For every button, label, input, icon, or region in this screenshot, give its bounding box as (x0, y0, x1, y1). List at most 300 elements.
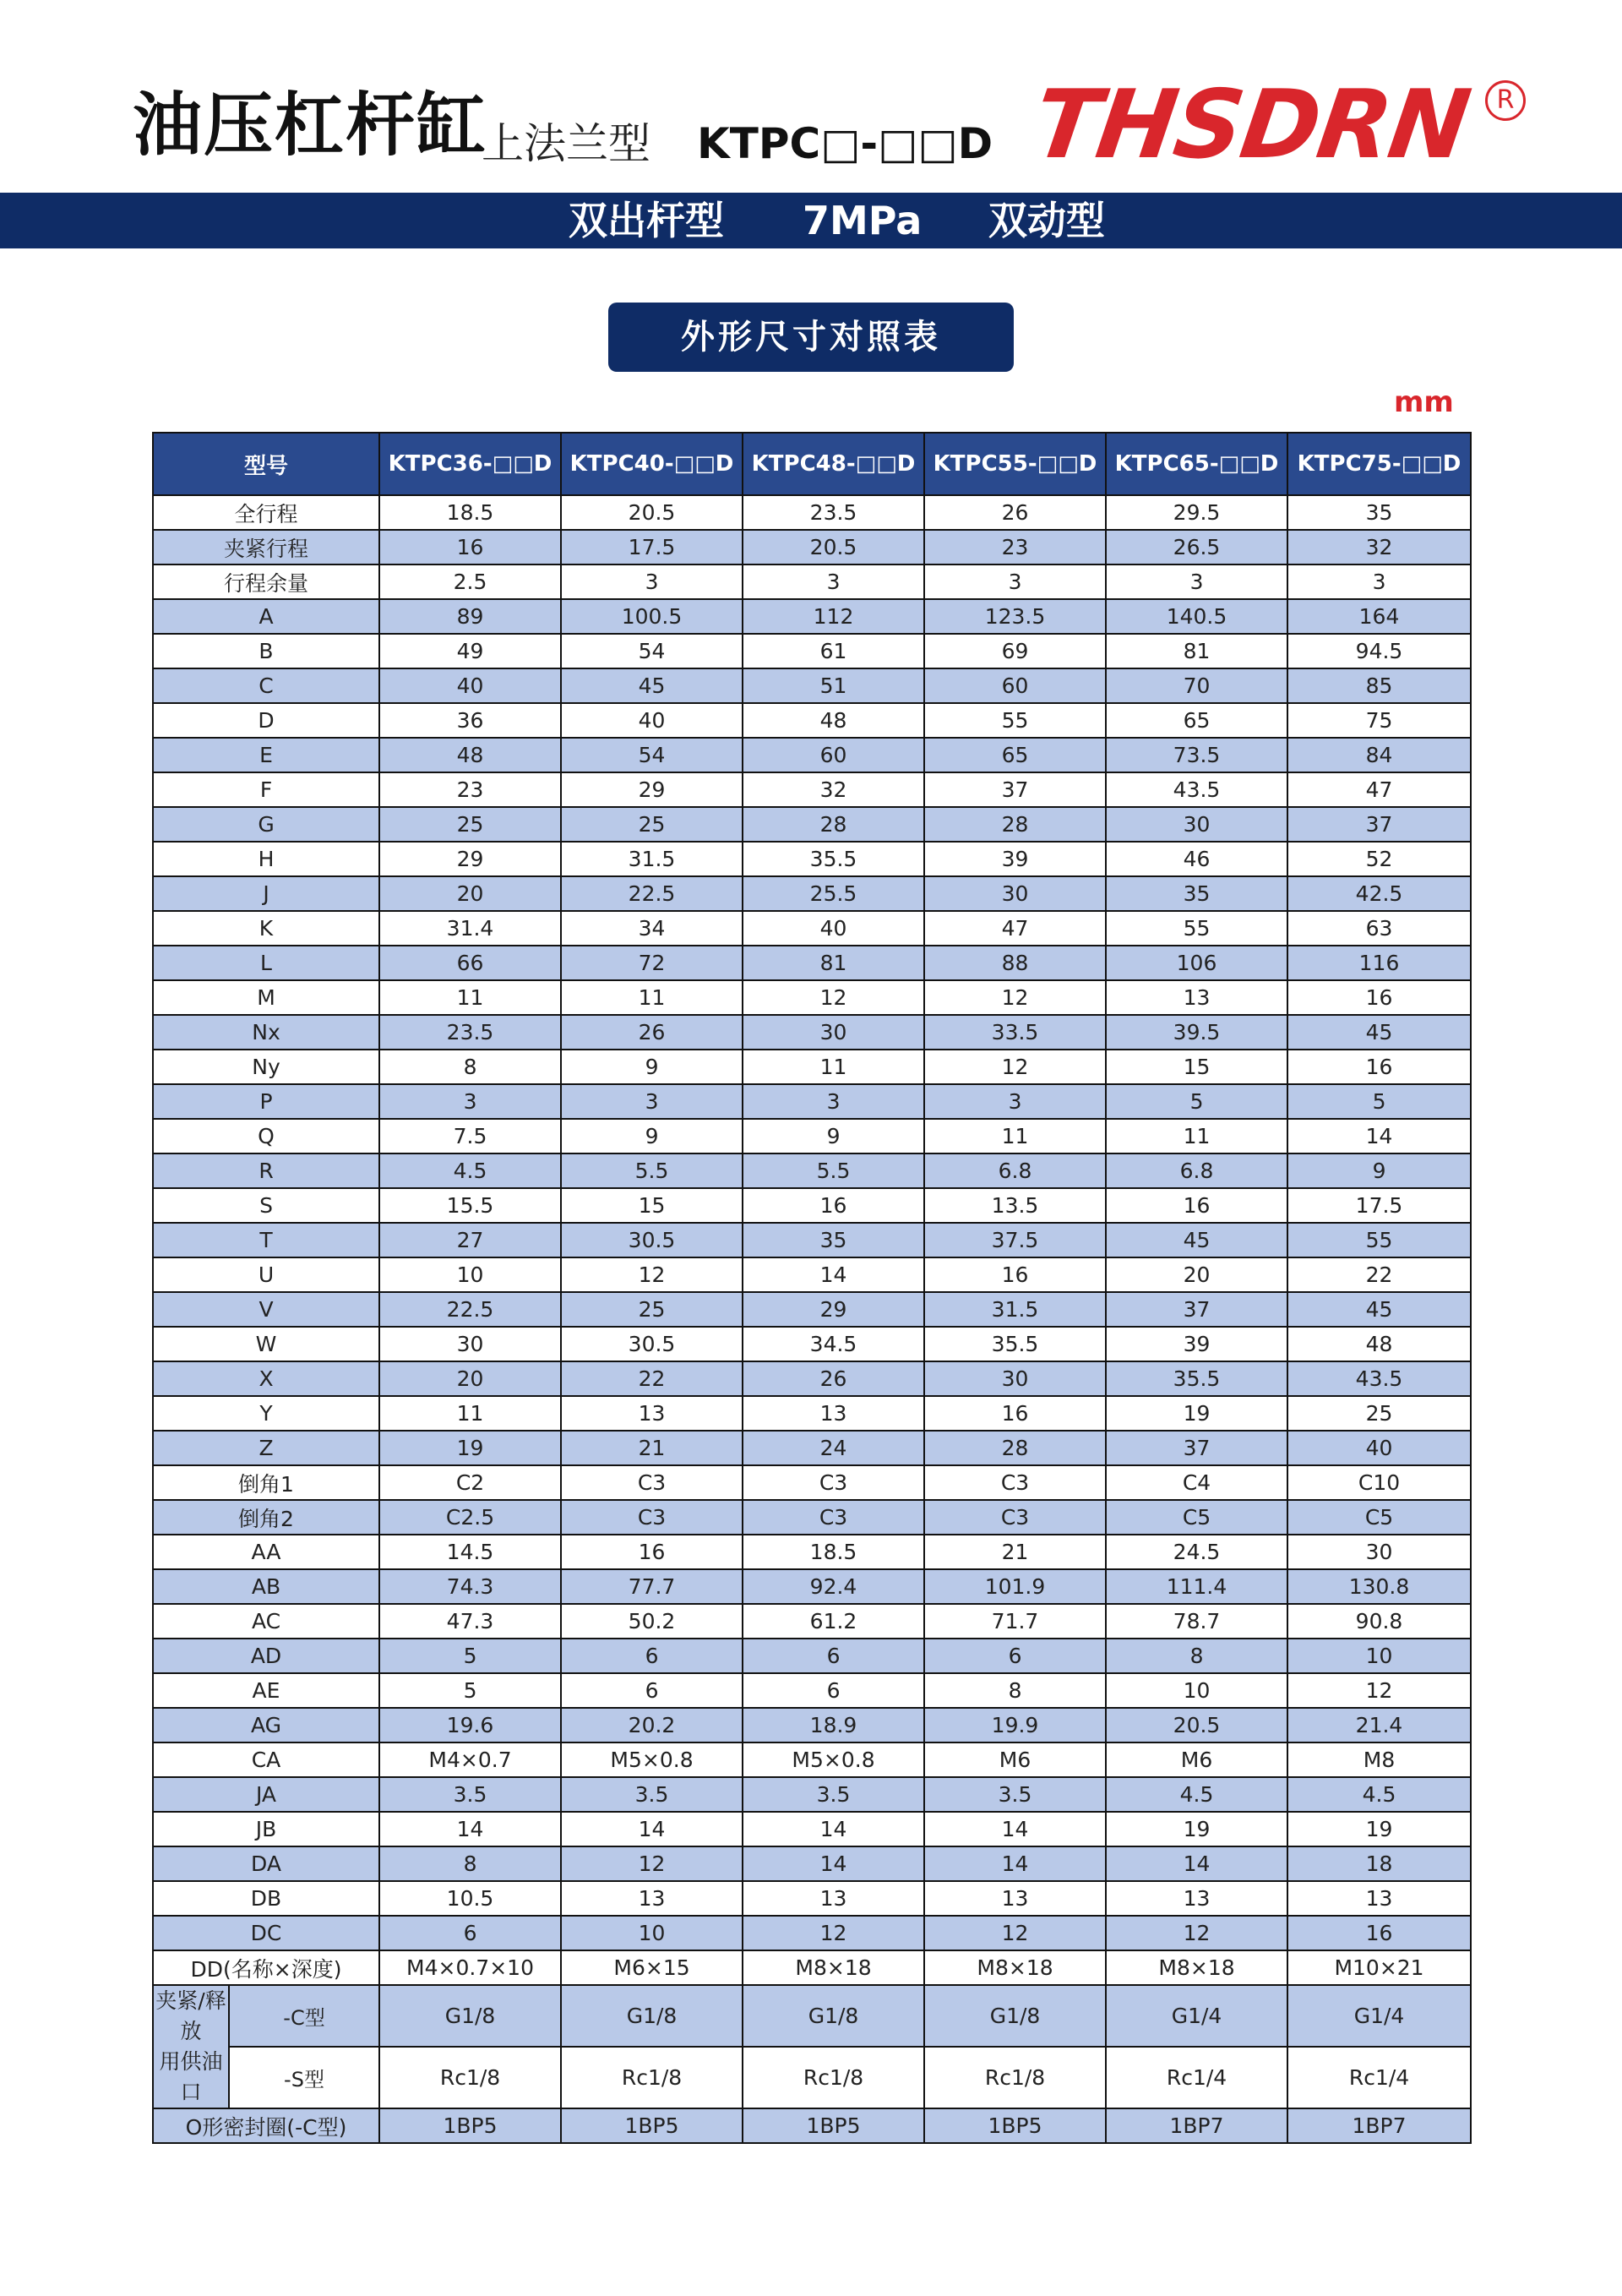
port-group-label-line2: 用供油口 (159, 2049, 223, 2104)
value-cell: 20.5 (743, 530, 924, 564)
value-cell: 26 (561, 1015, 743, 1050)
value-cell: 16 (1287, 980, 1471, 1015)
page-header (0, 0, 1622, 194)
value-cell: Rc1/4 (1106, 2047, 1287, 2108)
table-row (153, 1950, 1471, 1985)
value-cell: 47 (1287, 772, 1471, 807)
value-cell: 40 (1287, 1431, 1471, 1465)
value-cell: 15 (561, 1188, 743, 1223)
value-cell: 22 (561, 1361, 743, 1396)
value-cell: 123.5 (924, 599, 1106, 634)
value-cell: 3 (561, 1084, 743, 1119)
value-cell: 25 (561, 807, 743, 842)
value-cell: 6 (924, 1639, 1106, 1673)
value-cell: 16 (1106, 1188, 1287, 1223)
value-cell: 164 (1287, 599, 1471, 634)
value-cell: 32 (743, 772, 924, 807)
value-cell: 17.5 (561, 530, 743, 564)
value-cell: 65 (924, 738, 1106, 772)
value-cell: C2 (379, 1465, 561, 1500)
value-cell: 100.5 (561, 599, 743, 634)
value-cell: 5 (1287, 1084, 1471, 1119)
value-cell: 16 (1287, 1916, 1471, 1950)
value-cell: 16 (1287, 1050, 1471, 1084)
row-label: M (153, 980, 379, 1015)
value-cell: 12 (924, 980, 1106, 1015)
header-cell-model: 型号 (153, 433, 379, 495)
table-row (153, 1119, 1471, 1153)
table-row (153, 842, 1471, 876)
value-cell: 32 (1287, 530, 1471, 564)
value-cell: 37 (1106, 1431, 1287, 1465)
value-cell: G1/8 (379, 1985, 561, 2047)
spec-action: 双动型 (988, 198, 1105, 243)
table-row (153, 1604, 1471, 1639)
value-cell: 65 (1106, 703, 1287, 738)
value-cell: 14 (743, 1846, 924, 1881)
row-label: Ny (153, 1050, 379, 1084)
value-cell: 106 (1106, 946, 1287, 980)
value-cell: 14 (924, 1846, 1106, 1881)
value-cell: 5 (379, 1639, 561, 1673)
table-row (153, 1535, 1471, 1569)
value-cell: 12 (924, 1916, 1106, 1950)
value-cell: M8×18 (1106, 1950, 1287, 1985)
table-row (153, 738, 1471, 772)
value-cell: 140.5 (1106, 599, 1287, 634)
row-label: AD (153, 1639, 379, 1673)
value-cell: 89 (379, 599, 561, 634)
value-cell: 21.4 (1287, 1708, 1471, 1742)
value-cell: M6×15 (561, 1950, 743, 1985)
value-cell: 39.5 (1106, 1015, 1287, 1050)
value-cell: 40 (379, 668, 561, 703)
value-cell: 116 (1287, 946, 1471, 980)
value-cell: C3 (561, 1465, 743, 1500)
value-cell: 24 (743, 1431, 924, 1465)
value-cell: 18.5 (379, 495, 561, 530)
value-cell: 11 (379, 980, 561, 1015)
value-cell: 1BP7 (1287, 2108, 1471, 2143)
value-cell: 39 (924, 842, 1106, 876)
value-cell: 16 (924, 1257, 1106, 1292)
value-cell: 13 (561, 1881, 743, 1916)
value-cell: Rc1/8 (379, 2047, 561, 2108)
value-cell: 3 (924, 1084, 1106, 1119)
value-cell: 37 (1287, 807, 1471, 842)
value-cell: 30 (379, 1327, 561, 1361)
value-cell: 75 (1287, 703, 1471, 738)
value-cell: 36 (379, 703, 561, 738)
value-cell: C3 (924, 1500, 1106, 1535)
registered-mark-icon: R (1485, 80, 1526, 121)
row-label: J (153, 876, 379, 911)
value-cell: 51 (743, 668, 924, 703)
value-cell: 31.5 (561, 842, 743, 876)
value-cell: 25.5 (743, 876, 924, 911)
value-cell: 35 (1287, 495, 1471, 530)
value-cell: 30.5 (561, 1327, 743, 1361)
table-row (153, 1015, 1471, 1050)
value-cell: 25 (379, 807, 561, 842)
table-row (153, 599, 1471, 634)
value-cell: 48 (1287, 1327, 1471, 1361)
value-cell: 8 (379, 1050, 561, 1084)
value-cell: 35.5 (1106, 1361, 1287, 1396)
row-label: AA (153, 1535, 379, 1569)
value-cell: 12 (743, 980, 924, 1015)
value-cell: 37.5 (924, 1223, 1106, 1257)
value-cell: 30.5 (561, 1223, 743, 1257)
value-cell: 30 (1287, 1535, 1471, 1569)
value-cell: 81 (1106, 634, 1287, 668)
row-label: A (153, 599, 379, 634)
value-cell: 5 (379, 1673, 561, 1708)
spec-pressure: 7MPa (803, 198, 923, 243)
value-cell: C2.5 (379, 1500, 561, 1535)
value-cell: 31.5 (924, 1292, 1106, 1327)
value-cell: 13 (743, 1396, 924, 1431)
value-cell: 37 (1106, 1292, 1287, 1327)
value-cell: 12 (743, 1916, 924, 1950)
value-cell: 1BP5 (561, 2108, 743, 2143)
value-cell: 9 (561, 1050, 743, 1084)
row-label: Nx (153, 1015, 379, 1050)
value-cell: 26 (924, 495, 1106, 530)
value-cell: 18 (1287, 1846, 1471, 1881)
value-cell: 9 (561, 1119, 743, 1153)
brand-logo: THSDRN (1026, 70, 1475, 180)
value-cell: 4.5 (1287, 1777, 1471, 1812)
row-label: Z (153, 1431, 379, 1465)
value-cell: 17.5 (1287, 1188, 1471, 1223)
value-cell: 35 (743, 1223, 924, 1257)
table-row (153, 1916, 1471, 1950)
value-cell: 81 (743, 946, 924, 980)
section-title: 外形尺寸对照表 (608, 303, 1014, 372)
value-cell: 31.4 (379, 911, 561, 946)
value-cell: 54 (561, 738, 743, 772)
value-cell: 19.9 (924, 1708, 1106, 1742)
row-label: 全行程 (153, 495, 379, 530)
value-cell: 11 (561, 980, 743, 1015)
value-cell: 20.2 (561, 1708, 743, 1742)
product-subtitle: 上法兰型 (482, 119, 650, 168)
value-cell: 14 (561, 1812, 743, 1846)
row-label: AE (153, 1673, 379, 1708)
row-label: E (153, 738, 379, 772)
value-cell: 12 (1106, 1916, 1287, 1950)
table-row (153, 2108, 1471, 2143)
value-cell: 66 (379, 946, 561, 980)
value-cell: 6.8 (1106, 1153, 1287, 1188)
value-cell: 29.5 (1106, 495, 1287, 530)
value-cell: 5 (1106, 1084, 1287, 1119)
table-row (153, 1327, 1471, 1361)
value-cell: 20.5 (561, 495, 743, 530)
value-cell: 23.5 (743, 495, 924, 530)
value-cell: 13 (1106, 980, 1287, 1015)
value-cell: 14 (924, 1812, 1106, 1846)
value-cell: Rc1/4 (1287, 2047, 1471, 2108)
row-label: V (153, 1292, 379, 1327)
value-cell: 92.4 (743, 1569, 924, 1604)
value-cell: 3 (379, 1084, 561, 1119)
value-cell: 35.5 (924, 1327, 1106, 1361)
value-cell: 10 (379, 1257, 561, 1292)
value-cell: 14 (379, 1812, 561, 1846)
table-row (153, 1846, 1471, 1881)
value-cell: 60 (743, 738, 924, 772)
spec-type: 双出杆型 (569, 198, 724, 243)
header-cell-4: KTPC55-□□D (924, 433, 1106, 495)
value-cell: 47 (924, 911, 1106, 946)
row-label: G (153, 807, 379, 842)
row-label: H (153, 842, 379, 876)
table-row (153, 1257, 1471, 1292)
value-cell: 73.5 (1106, 738, 1287, 772)
table-row (153, 2047, 1471, 2108)
value-cell: 30 (924, 876, 1106, 911)
value-cell: 22.5 (379, 1292, 561, 1327)
value-cell: 77.7 (561, 1569, 743, 1604)
value-cell: 14 (743, 1812, 924, 1846)
value-cell: 19 (1287, 1812, 1471, 1846)
value-cell: 88 (924, 946, 1106, 980)
table-row (153, 495, 1471, 530)
value-cell: 18.5 (743, 1535, 924, 1569)
table-header-row (153, 433, 1471, 495)
table-row (153, 1985, 1471, 2047)
value-cell: 42.5 (1287, 876, 1471, 911)
table-row (153, 1292, 1471, 1327)
value-cell: 8 (379, 1846, 561, 1881)
value-cell: G1/8 (924, 1985, 1106, 2047)
value-cell: 40 (561, 703, 743, 738)
value-cell: 21 (924, 1535, 1106, 1569)
value-cell: 72 (561, 946, 743, 980)
value-cell: 20 (1106, 1257, 1287, 1292)
value-cell: 19 (379, 1431, 561, 1465)
value-cell: 84 (1287, 738, 1471, 772)
value-cell: 2.5 (379, 564, 561, 599)
value-cell: 90.8 (1287, 1604, 1471, 1639)
value-cell: 21 (561, 1431, 743, 1465)
value-cell: 33.5 (924, 1015, 1106, 1050)
value-cell: 3 (924, 564, 1106, 599)
value-cell: 29 (743, 1292, 924, 1327)
value-cell: 26.5 (1106, 530, 1287, 564)
value-cell: 30 (924, 1361, 1106, 1396)
value-cell: 48 (743, 703, 924, 738)
value-cell: 3.5 (379, 1777, 561, 1812)
value-cell: 23 (924, 530, 1106, 564)
value-cell: 45 (1287, 1015, 1471, 1050)
value-cell: 13 (743, 1881, 924, 1916)
table-row (153, 1431, 1471, 1465)
table-row (153, 1639, 1471, 1673)
header-cell-3: KTPC48-□□D (743, 433, 924, 495)
value-cell: 19 (1106, 1396, 1287, 1431)
value-cell: 55 (1106, 911, 1287, 946)
value-cell: 85 (1287, 668, 1471, 703)
value-cell: 14 (743, 1257, 924, 1292)
table-row (153, 564, 1471, 599)
table-row (153, 1153, 1471, 1188)
value-cell: 34 (561, 911, 743, 946)
value-cell: 22 (1287, 1257, 1471, 1292)
value-cell: 28 (924, 807, 1106, 842)
value-cell: 30 (743, 1015, 924, 1050)
value-cell: 9 (743, 1119, 924, 1153)
value-cell: 63 (1287, 911, 1471, 946)
value-cell: 50.2 (561, 1604, 743, 1639)
value-cell: 10 (561, 1916, 743, 1950)
row-label: O形密封圈(-C型) (153, 2108, 379, 2143)
value-cell: C3 (561, 1500, 743, 1535)
value-cell: M5×0.8 (743, 1742, 924, 1777)
value-cell: 111.4 (1106, 1569, 1287, 1604)
row-label: S (153, 1188, 379, 1223)
value-cell: 11 (924, 1119, 1106, 1153)
value-cell: C3 (743, 1465, 924, 1500)
value-cell: 22.5 (561, 876, 743, 911)
value-cell: 49 (379, 634, 561, 668)
value-cell: 43.5 (1106, 772, 1287, 807)
value-cell: 13 (561, 1396, 743, 1431)
value-cell: 61 (743, 634, 924, 668)
row-label: DC (153, 1916, 379, 1950)
value-cell: M8×18 (743, 1950, 924, 1985)
row-label: DB (153, 1881, 379, 1916)
table-row (153, 1188, 1471, 1223)
port-group-label-line1: 夹紧/释放 (155, 1988, 226, 2043)
value-cell: 74.3 (379, 1569, 561, 1604)
row-label: 倒角1 (153, 1465, 379, 1500)
value-cell: 9 (1287, 1153, 1471, 1188)
value-cell: 78.7 (1106, 1604, 1287, 1639)
value-cell: 3 (1287, 564, 1471, 599)
dimension-table (152, 432, 1472, 2144)
row-label: 倒角2 (153, 1500, 379, 1535)
row-label: DD(名称×深度) (153, 1950, 379, 1985)
value-cell: 69 (924, 634, 1106, 668)
table-row (153, 980, 1471, 1015)
table-row (153, 1465, 1471, 1500)
value-cell: M4×0.7×10 (379, 1950, 561, 1985)
value-cell: 35 (1106, 876, 1287, 911)
table-row (153, 1050, 1471, 1084)
value-cell: 11 (743, 1050, 924, 1084)
value-cell: 11 (1106, 1119, 1287, 1153)
table-row (153, 946, 1471, 980)
value-cell: M5×0.8 (561, 1742, 743, 1777)
value-cell: M6 (924, 1742, 1106, 1777)
table-row (153, 1396, 1471, 1431)
value-cell: 28 (743, 807, 924, 842)
row-label: D (153, 703, 379, 738)
value-cell: M10×21 (1287, 1950, 1471, 1985)
value-cell: 101.9 (924, 1569, 1106, 1604)
value-cell: 4.5 (379, 1153, 561, 1188)
row-label: -C型 (229, 1985, 379, 2047)
value-cell: 14 (1287, 1119, 1471, 1153)
value-cell: 12 (561, 1846, 743, 1881)
value-cell: 15 (1106, 1050, 1287, 1084)
value-cell: 3 (561, 564, 743, 599)
row-label: P (153, 1084, 379, 1119)
value-cell: 130.8 (1287, 1569, 1471, 1604)
value-cell: 4.5 (1106, 1777, 1287, 1812)
value-cell: 10.5 (379, 1881, 561, 1916)
table-row (153, 772, 1471, 807)
row-label: F (153, 772, 379, 807)
value-cell: 15.5 (379, 1188, 561, 1223)
value-cell: Rc1/8 (561, 2047, 743, 2108)
value-cell: 16 (561, 1535, 743, 1569)
port-group-label (153, 1985, 229, 2108)
product-model: KTPC□-□□D (697, 119, 993, 168)
row-label: JB (153, 1812, 379, 1846)
value-cell: 55 (1287, 1223, 1471, 1257)
value-cell: Rc1/8 (743, 2047, 924, 2108)
value-cell: 20.5 (1106, 1708, 1287, 1742)
value-cell: 7.5 (379, 1119, 561, 1153)
value-cell: 24.5 (1106, 1535, 1287, 1569)
row-label: K (153, 911, 379, 946)
table-row (153, 1673, 1471, 1708)
value-cell: 18.9 (743, 1708, 924, 1742)
header-cell-2: KTPC40-□□D (561, 433, 743, 495)
value-cell: 46 (1106, 842, 1287, 876)
value-cell: M8 (1287, 1742, 1471, 1777)
value-cell: 25 (1287, 1396, 1471, 1431)
row-label: 夹紧行程 (153, 530, 379, 564)
value-cell: 6 (561, 1639, 743, 1673)
table-row (153, 807, 1471, 842)
value-cell: C4 (1106, 1465, 1287, 1500)
value-cell: 27 (379, 1223, 561, 1257)
value-cell: 13 (1106, 1881, 1287, 1916)
row-label: -S型 (229, 2047, 379, 2108)
value-cell: G1/8 (561, 1985, 743, 2047)
value-cell: M4×0.7 (379, 1742, 561, 1777)
product-title: 油压杠杆缸 (133, 85, 488, 166)
value-cell: 6 (379, 1916, 561, 1950)
table-row (153, 703, 1471, 738)
header-cell-1: KTPC36-□□D (379, 433, 561, 495)
value-cell: 47.3 (379, 1604, 561, 1639)
row-label: DA (153, 1846, 379, 1881)
table-row (153, 1742, 1471, 1777)
value-cell: 112 (743, 599, 924, 634)
table-row (153, 1777, 1471, 1812)
value-cell: 19 (1106, 1812, 1287, 1846)
value-cell: 29 (379, 842, 561, 876)
value-cell: 35.5 (743, 842, 924, 876)
value-cell: Rc1/8 (924, 2047, 1106, 2108)
value-cell: 12 (561, 1257, 743, 1292)
value-cell: 6 (561, 1673, 743, 1708)
value-cell: 16 (743, 1188, 924, 1223)
value-cell: 55 (924, 703, 1106, 738)
value-cell: 1BP5 (924, 2108, 1106, 2143)
value-cell: 16 (379, 530, 561, 564)
header-cell-5: KTPC65-□□D (1106, 433, 1287, 495)
value-cell: 3.5 (924, 1777, 1106, 1812)
value-cell: 8 (1106, 1639, 1287, 1673)
value-cell: 23 (379, 772, 561, 807)
